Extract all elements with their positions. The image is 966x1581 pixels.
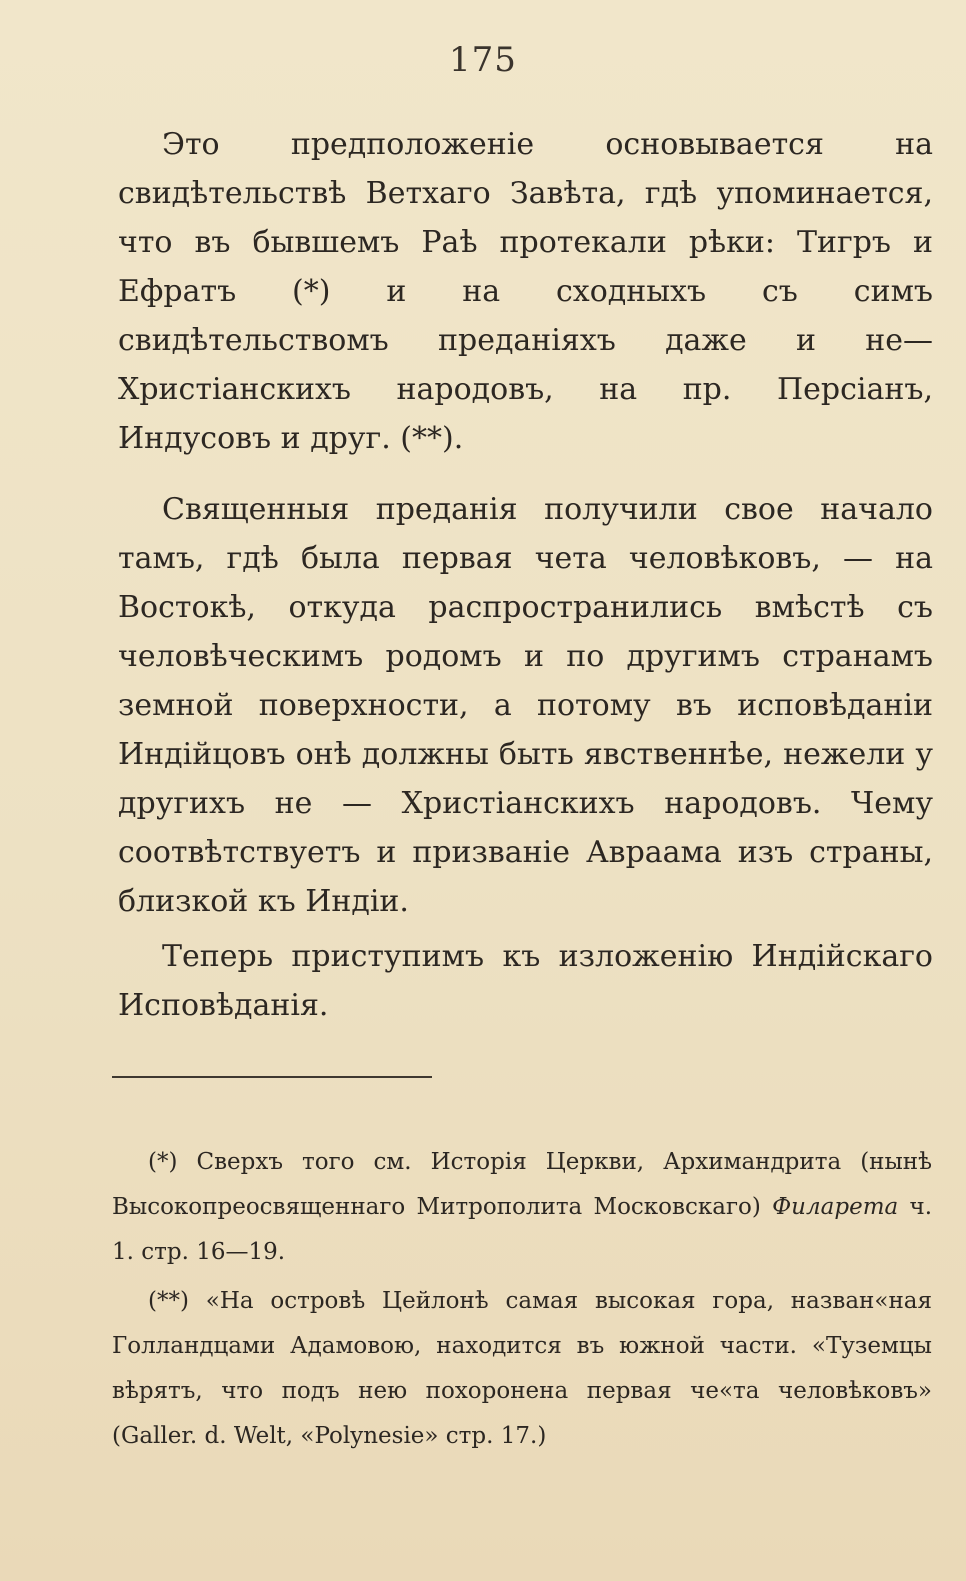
- footnote-2: (**) «На островѣ Цейлонѣ самая высокая гора, назван«ная Голландцами Адамовою, находится въ южной части. «Туземцы вѣрятъ, что подъ нею похоронена первая че«та человѣковъ» (Galler. d. Welt, «Polynesie» стр. 17.): [112, 1288, 932, 1449]
- paragraph-2: Священныя преданія получили свое начало тамъ, гдѣ была первая чета человѣковъ, — на Востокѣ, откуда распространились вмѣстѣ съ человѣческимъ родомъ и по другимъ странамъ земной поверхности, а потому въ исповѣданіи Индійцовъ онѣ должны быть явственнѣе, нежели у другихъ не — Христіанскихъ народовъ. Чему соотвѣтствуетъ и призваніе Авраама изъ страны, близкой къ Индіи.: [118, 492, 933, 919]
- page-number: 175: [449, 40, 517, 80]
- footnote-1-tail: ч. 1. стр. 16—19.: [112, 1194, 932, 1265]
- paragraph-1: Это предположеніе основывается на свидѣтельствѣ Ветхаго Завѣта, гдѣ упоминается, что въ бывшемъ Раѣ протекали рѣки: Тигръ и Ефратъ (*) и на сходныхъ съ симъ свидѣтельствомъ преданіяхъ даже и не—Христіанскихъ народовъ, на пр. Персіанъ, Индусовъ и друг. (**).: [118, 127, 933, 456]
- main-text: [118, 120, 933, 1030]
- footnotes: [112, 1140, 932, 1463]
- footnote-divider: [112, 1076, 432, 1078]
- footnote-1-name: Филарета: [772, 1194, 899, 1220]
- footnote-1: [112, 1140, 932, 1275]
- paragraph-3: Теперь приступимъ къ изложенію Индійскаго Исповѣданія.: [118, 939, 933, 1023]
- footnote-1-text: (*) Сверхъ того см. Исторія Церкви, Архимандрита (нынѣ Высокопреосвященнаго Митрополита Московскаго): [112, 1149, 932, 1220]
